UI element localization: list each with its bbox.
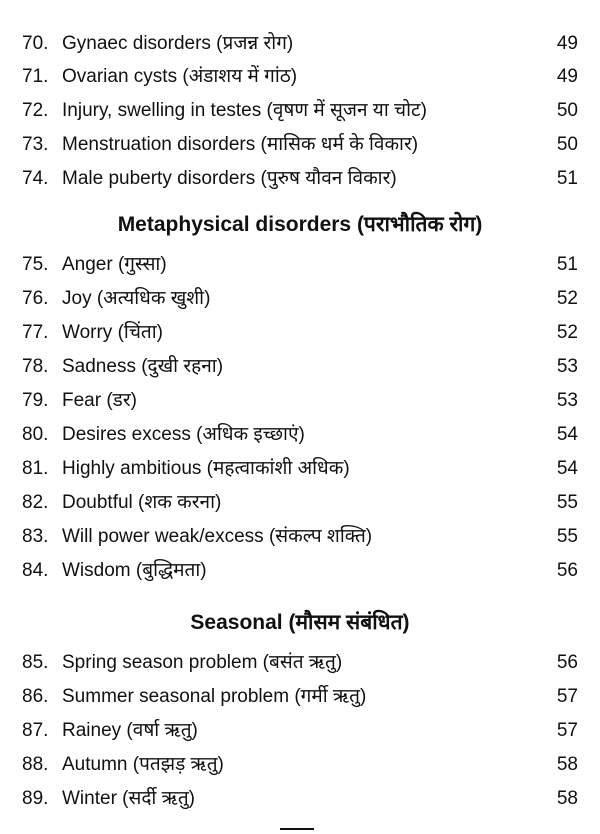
entry-number: 71.	[22, 66, 49, 87]
entry-page-number: 54	[556, 424, 578, 445]
entry-title: Joy (अत्यधिक खुशी)	[62, 288, 211, 309]
entry-number: 74.	[22, 168, 49, 189]
entry-page-number: 53	[556, 356, 578, 377]
entry-number: 80.	[22, 424, 49, 445]
entry-page-number: 55	[556, 492, 578, 513]
entry-number: 82.	[22, 492, 49, 513]
toc-entry[interactable]	[22, 454, 578, 484]
entry-page-number: 57	[556, 720, 578, 741]
entry-title: Gynaec disorders (प्रजन्न रोग)	[62, 33, 294, 54]
toc-entry[interactable]	[22, 648, 578, 678]
toc-entry[interactable]	[22, 556, 578, 586]
entry-number: 75.	[22, 254, 49, 275]
entry-page-number: 50	[556, 100, 578, 121]
entry-number: 70.	[22, 33, 49, 54]
entry-title: Winter (सर्दी ऋतु)	[62, 788, 195, 809]
toc-entry[interactable]	[22, 716, 578, 746]
entry-number: 87.	[22, 720, 49, 741]
entry-title: Summer seasonal problem (गर्मी ऋतु)	[62, 686, 367, 707]
toc-entry[interactable]	[22, 29, 578, 59]
toc-entry[interactable]	[22, 284, 578, 314]
entry-page-number: 58	[556, 754, 578, 775]
section-heading: Metaphysical disorders (पराभौतिक रोग)	[117, 213, 483, 236]
toc-entry[interactable]	[22, 522, 578, 552]
entry-title: Ovarian cysts (अंडाशय में गांठ)	[62, 66, 298, 87]
entry-number: 85.	[22, 652, 49, 673]
entry-title: Menstruation disorders (मासिक धर्म के विकार)	[62, 134, 419, 155]
toc-entry[interactable]	[22, 62, 578, 92]
entry-number: 79.	[22, 390, 49, 411]
entry-page-number: 52	[556, 322, 578, 343]
toc-entry[interactable]	[22, 250, 578, 280]
entry-page-number: 49	[556, 33, 578, 54]
toc-entry[interactable]	[22, 682, 578, 712]
toc-entry[interactable]	[22, 750, 578, 780]
toc-entry[interactable]	[22, 130, 578, 160]
entry-number: 78.	[22, 356, 49, 377]
toc-entry[interactable]	[22, 164, 578, 194]
toc-entry[interactable]	[22, 488, 578, 518]
entry-number: 88.	[22, 754, 49, 775]
entry-title: Injury, swelling in testes (वृषण में सूजन या चोट)	[62, 100, 427, 121]
entry-page-number: 51	[556, 168, 578, 189]
entry-number: 72.	[22, 100, 49, 121]
entry-page-number: 57	[556, 686, 578, 707]
entry-title: Fear (डर)	[62, 390, 137, 411]
toc-entry[interactable]	[22, 784, 578, 814]
entry-title: Male puberty disorders (पुरुष यौवन विकार)	[62, 168, 397, 189]
toc-entry[interactable]	[22, 420, 578, 450]
entry-title: Spring season problem (बसंत ऋतु)	[62, 652, 343, 673]
entry-page-number: 50	[556, 134, 578, 155]
entry-number: 83.	[22, 526, 49, 547]
entry-title: Autumn (पतझड़ ऋतु)	[62, 754, 224, 775]
entry-title: Desires excess (अधिक इच्छाएं)	[62, 424, 305, 445]
entry-title: Rainey (वर्षा ऋतु)	[62, 720, 198, 741]
entry-title: Anger (गुस्सा)	[62, 254, 167, 275]
entry-page-number: 52	[556, 288, 578, 309]
entry-page-number: 55	[556, 526, 578, 547]
entry-page-number: 56	[556, 560, 578, 581]
entry-title: Sadness (दुखी रहना)	[62, 356, 224, 377]
toc-entry[interactable]	[22, 386, 578, 416]
entry-number: 77.	[22, 322, 49, 343]
entry-title: Worry (चिंता)	[62, 322, 163, 343]
entry-number: 73.	[22, 134, 49, 155]
entry-page-number: 49	[556, 66, 578, 87]
entry-number: 86.	[22, 686, 49, 707]
entry-title: Highly ambitious (महत्वाकांशी अधिक)	[62, 458, 350, 479]
entry-title: Wisdom (बुद्धिमता)	[62, 560, 207, 581]
entry-title: Will power weak/excess (संकल्प शक्ति)	[62, 526, 373, 547]
entry-page-number: 56	[556, 652, 578, 673]
entry-number: 84.	[22, 560, 49, 581]
section-heading: Seasonal (मौसम संबंधित)	[190, 611, 410, 634]
entry-number: 89.	[22, 788, 49, 809]
entry-page-number: 53	[556, 390, 578, 411]
page-footer-rule	[280, 828, 314, 830]
toc-entry[interactable]	[22, 96, 578, 126]
entry-number: 81.	[22, 458, 49, 479]
entry-page-number: 51	[556, 254, 578, 275]
entry-page-number: 58	[556, 788, 578, 809]
entry-title: Doubtful (शक करना)	[62, 492, 222, 513]
toc-entry[interactable]	[22, 352, 578, 382]
toc-entry[interactable]	[22, 318, 578, 348]
entry-number: 76.	[22, 288, 49, 309]
entry-page-number: 54	[556, 458, 578, 479]
